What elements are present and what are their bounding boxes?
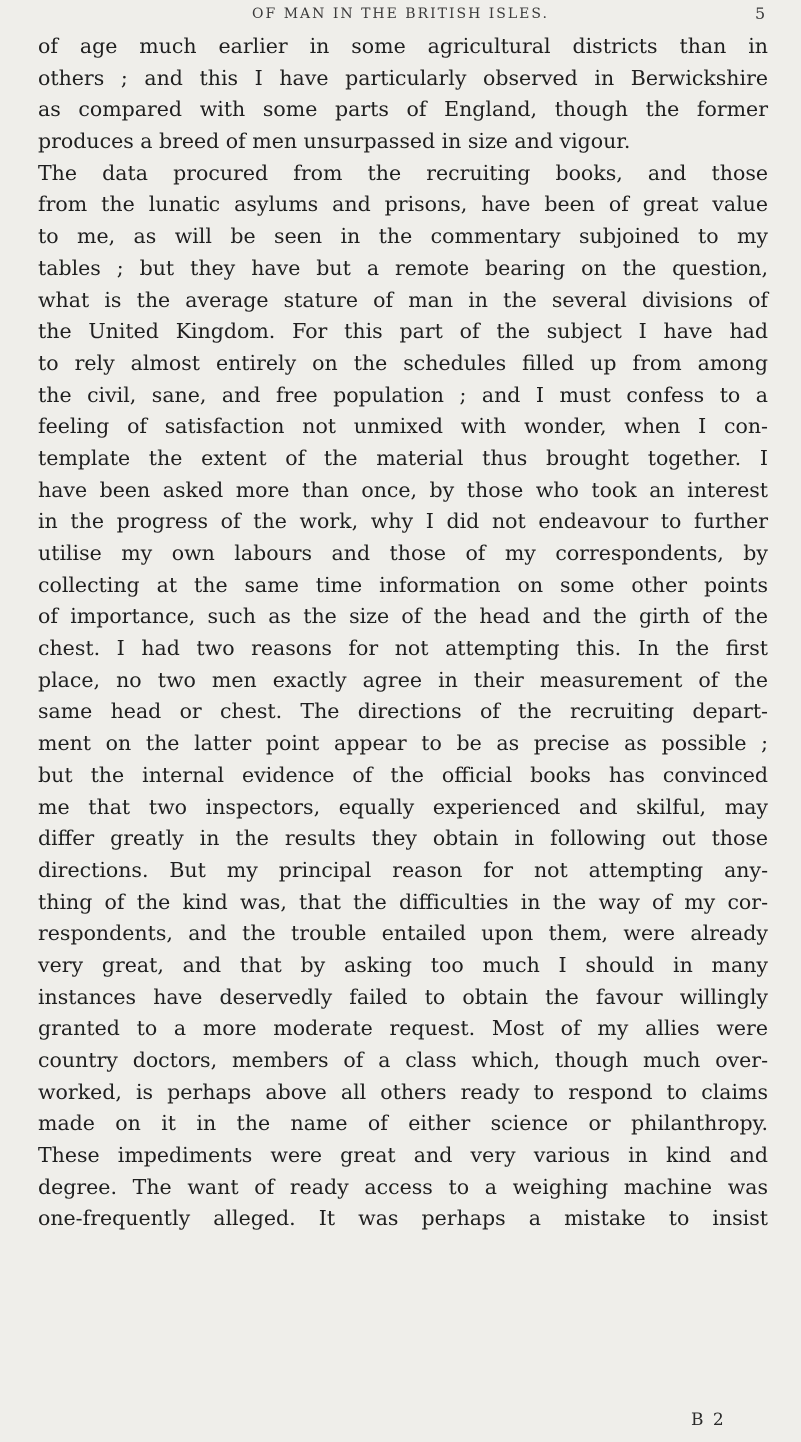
text-line: The data procured from the recruiting books, and those bbox=[38, 160, 768, 185]
page-number: 5 bbox=[755, 4, 766, 23]
text-line: ment on the latter point appear to be as precise as possible ; bbox=[38, 731, 768, 756]
text-line: but the internal evidence of the official books has convinced bbox=[38, 762, 768, 787]
running-head-title: OF MAN IN THE BRITISH ISLES. bbox=[252, 6, 549, 22]
text-line: have been asked more than once, by those who took an interest bbox=[38, 477, 768, 502]
text-line: others ; and this I have particularly observed in Berwickshire bbox=[38, 65, 768, 90]
text-line: utilise my own labours and those of my correspondents, by bbox=[38, 541, 768, 565]
text-line: granted to a more moderate request. Most of my allies were bbox=[38, 1016, 768, 1041]
text-line: collecting at the same time information on some other points bbox=[38, 572, 768, 597]
text-line: directions. But my principal reason for not attempting any- bbox=[38, 857, 768, 882]
text-line: the civil, sane, and free population ; and I must confess to a bbox=[38, 382, 768, 407]
text-line: to rely almost entirely on the schedules filled up from among bbox=[38, 350, 768, 375]
text-line: what is the average stature of man in the several divisions of bbox=[38, 287, 768, 312]
text-line: produces a breed of men unsurpassed in size and vigour. bbox=[38, 129, 631, 154]
text-line: place, no two men exactly agree in their measurement of the bbox=[38, 667, 768, 692]
text-line: worked, is perhaps above all others ready to respond to claims bbox=[38, 1079, 768, 1104]
text-line: instances have deservedly failed to obtain the favour willingly bbox=[38, 984, 768, 1009]
text-line: feeling of satisfaction not unmixed with wonder, when I con- bbox=[38, 414, 768, 439]
text-line: very great, and that by asking too much I should in many bbox=[38, 952, 768, 977]
text-line: me that two inspectors, equally experienced and skilful, may bbox=[38, 794, 768, 819]
text-line: the United Kingdom. For this part of the subject I have had bbox=[38, 319, 768, 344]
text-line: thing of the kind was, that the difficulties in the way of my cor- bbox=[38, 889, 768, 914]
text-line: chest. I had two reasons for not attempting this. In the first bbox=[38, 636, 768, 661]
body-text bbox=[38, 31, 768, 1235]
text-line: of age much earlier in some agricultural districts than in bbox=[38, 34, 768, 58]
signature-mark: B 2 bbox=[691, 1410, 726, 1430]
text-line: made on it in the name of either science or philanthropy. bbox=[38, 1111, 768, 1136]
running-head bbox=[0, 0, 801, 30]
text-line: respondents, and the trouble entailed upon them, were already bbox=[38, 921, 768, 946]
text-line: from the lunatic asylums and prisons, have been of great value bbox=[38, 192, 768, 217]
text-line: same head or chest. The directions of the recruiting depart- bbox=[38, 699, 768, 724]
text-line: tables ; but they have but a remote bearing on the question, bbox=[38, 255, 768, 280]
text-line: country doctors, members of a class which, though much over- bbox=[38, 1048, 768, 1072]
text-line: template the extent of the material thus brought together. I bbox=[38, 445, 768, 470]
text-line: one-frequently alleged. It was perhaps a mistake to insist bbox=[38, 1206, 768, 1231]
text-line: as compared with some parts of England, though the former bbox=[38, 97, 768, 122]
text-line: in the progress of the work, why I did not endeavour to further bbox=[38, 509, 768, 534]
text-line: differ greatly in the results they obtain in following out those bbox=[38, 826, 768, 851]
text-line: to me, as will be seen in the commentary subjoined to my bbox=[38, 224, 768, 249]
text-line: degree. The want of ready access to a weighing machine was bbox=[38, 1174, 768, 1199]
text-line: of importance, such as the size of the head and the girth of the bbox=[38, 604, 768, 629]
text-line: These impediments were great and very various in kind and bbox=[38, 1143, 768, 1168]
